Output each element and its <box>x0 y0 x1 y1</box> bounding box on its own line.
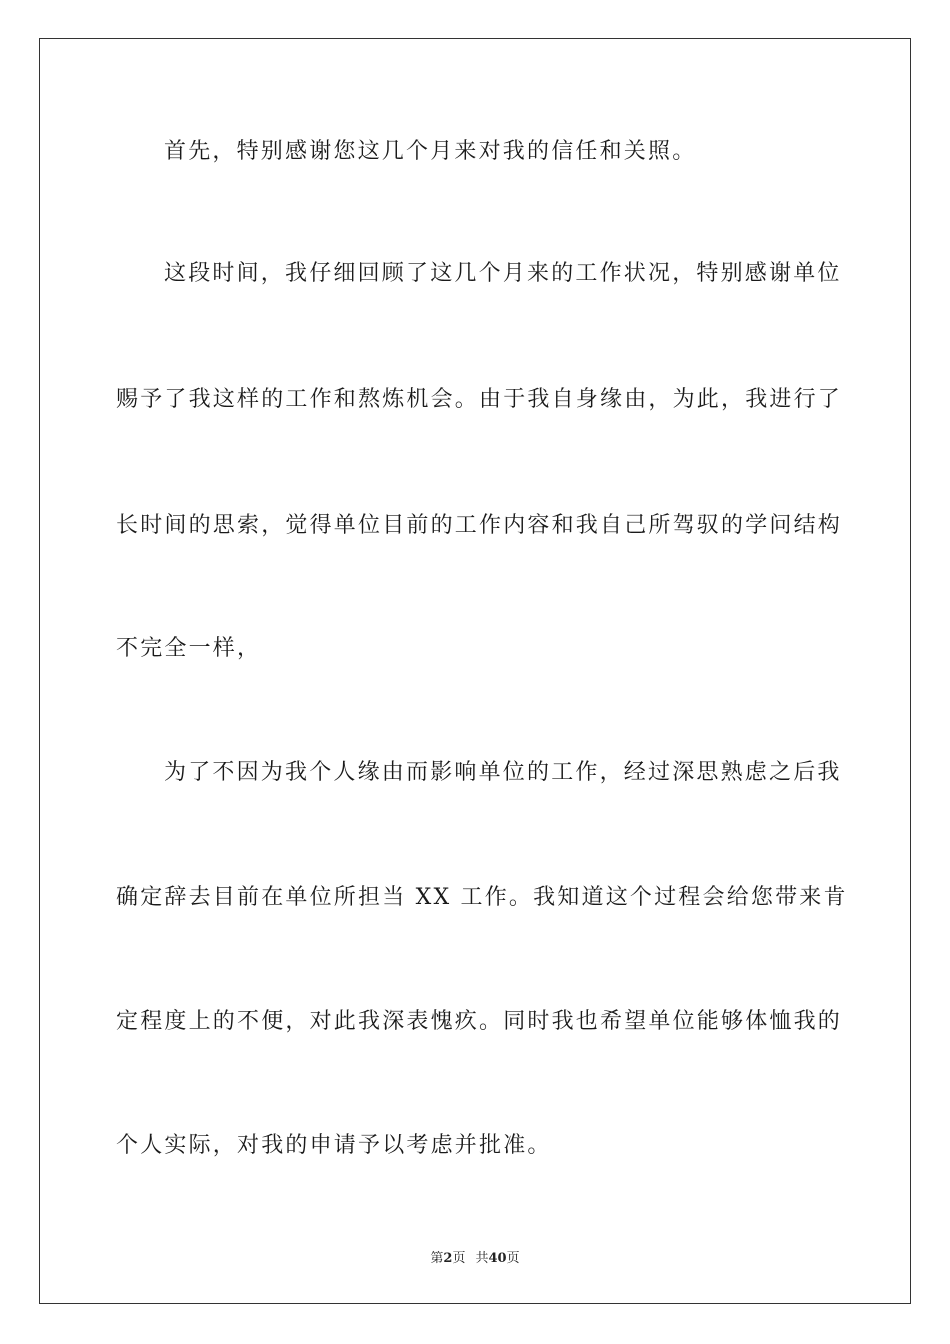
footer-page-prefix: 第 <box>430 1251 444 1266</box>
paragraph-3-line-2: 确定辞去目前在单位所担当 XX 工作。我知道这个过程会给您带来肯 <box>116 885 848 910</box>
footer-total-suffix: 页 <box>506 1251 520 1266</box>
paragraph-3-line-3: 定程度上的不便，对此我深表愧疚。同时我也希望单位能够体恤我的 <box>116 1009 843 1034</box>
paragraph-2-line-2: 赐予了我这样的工作和熬炼机会。由于我自身缘由，为此，我进行了 <box>116 387 843 412</box>
paragraph-2-line-3: 长时间的思索，觉得单位目前的工作内容和我自己所驾驭的学问结构 <box>116 513 843 538</box>
paragraph-1-line-1: 首先，特别感谢您这几个月来对我的信任和关照。 <box>164 139 697 164</box>
page-border <box>39 38 911 1304</box>
footer-total-pages: 40 <box>488 1251 507 1266</box>
page-footer <box>0 1247 950 1266</box>
paragraph-2-line-1: 这段时间，我仔细回顾了这几个月来的工作状况，特别感谢单位 <box>164 261 842 286</box>
footer-page-number: 2 <box>443 1251 453 1266</box>
footer-page-suffix: 页 <box>452 1251 466 1266</box>
paragraph-2-line-4: 不完全一样， <box>116 636 262 661</box>
paragraph-3-line-1: 为了不因为我个人缘由而影响单位的工作，经过深思熟虑之后我 <box>164 760 842 785</box>
footer-total-prefix: 共 <box>475 1251 489 1266</box>
paragraph-3-line-4: 个人实际，对我的申请予以考虑并批准。 <box>116 1133 552 1158</box>
